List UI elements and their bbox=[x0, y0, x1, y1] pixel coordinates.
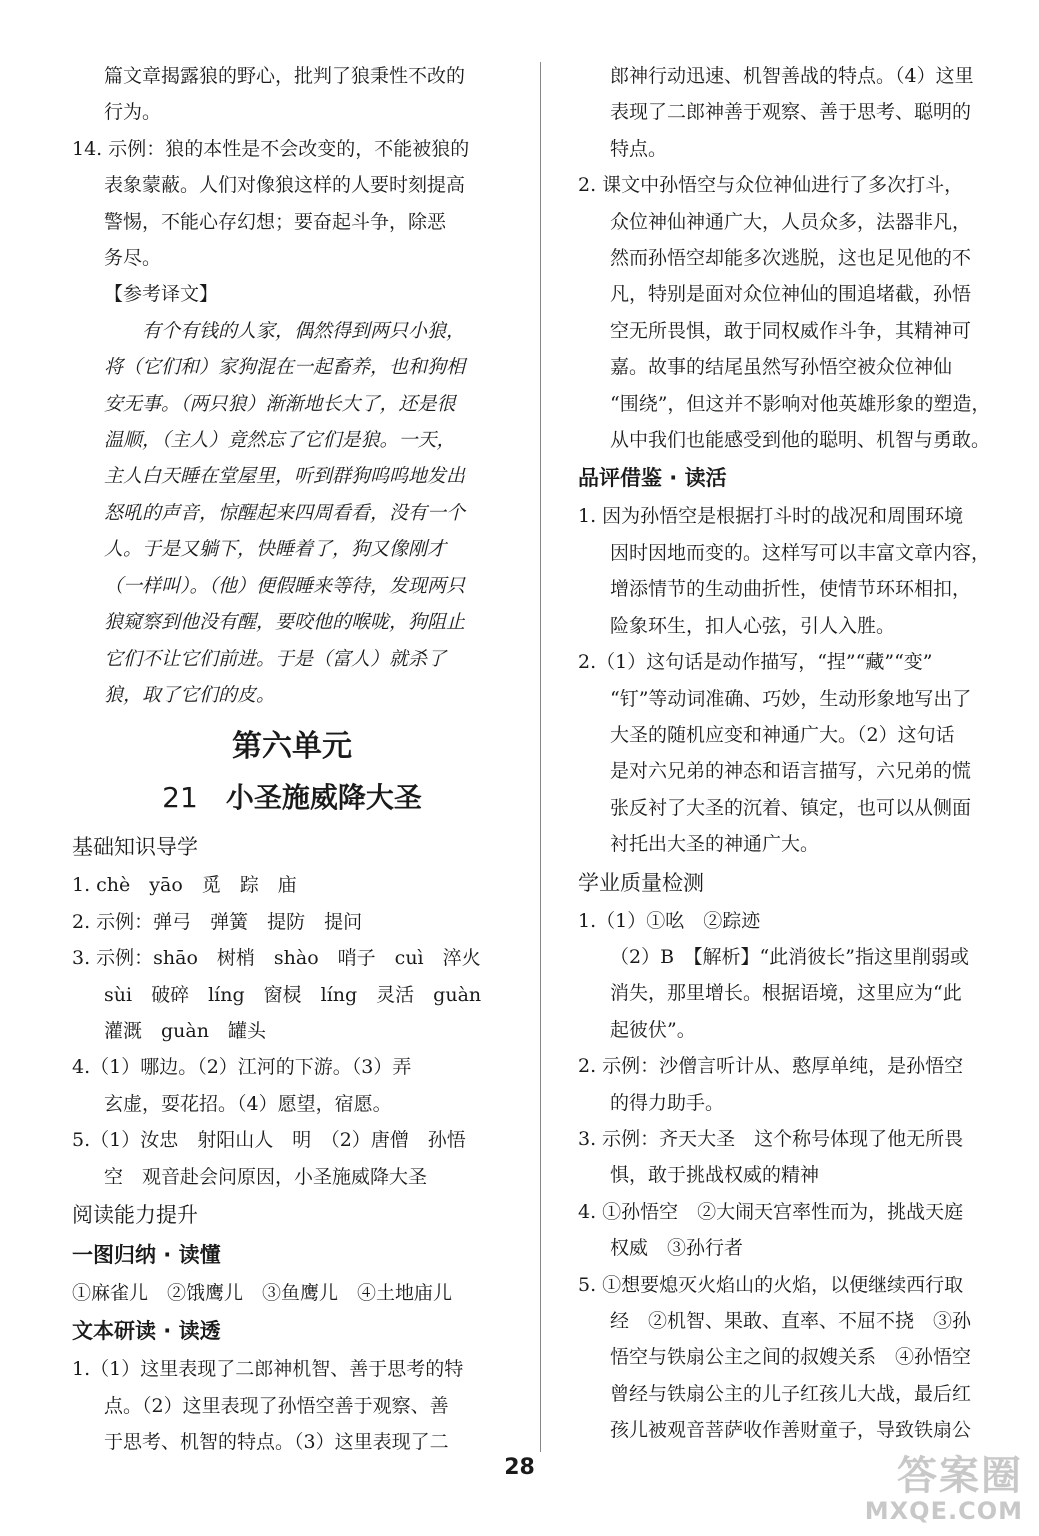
text-line: 郎神行动迅速、机智善战的特点。（4）这里 bbox=[610, 65, 974, 87]
answer-line: 险象环生，扣人心弦，引人入胜。 bbox=[610, 614, 896, 637]
page-number: 28 bbox=[504, 1455, 535, 1480]
answer-line: 4. ①孙悟空 ②大闹天宫率性而为，挑战天庭 bbox=[578, 1200, 964, 1223]
text-line: 表现了二郎神善于观察、善于思考、聪明的 bbox=[610, 101, 972, 124]
answer-line: 于思考、机智的特点。（3）这里表现了二 bbox=[104, 1431, 449, 1454]
answer-line: 2. 课文中孙悟空与众位神仙进行了多次打斗， bbox=[578, 174, 964, 197]
quality-heading: 学业质量检测 bbox=[578, 870, 704, 895]
answer-line: 空无所畏惧，敢于同权威作斗争，其精神可 bbox=[610, 319, 972, 342]
text-line: 行为。 bbox=[104, 101, 162, 124]
answer-line: 权威 ③孙行者 bbox=[610, 1237, 744, 1260]
answer-line: 从中我们也能感受到他的聪明、机智与勇敢。 bbox=[610, 429, 991, 452]
answer-line: 增添情节的生动曲折性，使情节环环相扣， bbox=[610, 578, 972, 601]
watermark-url: MXQE.COM bbox=[864, 1497, 1023, 1525]
lesson-title bbox=[72, 773, 512, 823]
answer-line: 1.（1）这里表现了二郎神机智、善于思考的特 bbox=[72, 1358, 464, 1381]
basic-heading: 基础知识导学 bbox=[72, 835, 198, 860]
answer-line: 2. 示例：弹弓 弹簧 提防 提问 bbox=[72, 910, 363, 933]
answer-line: 灌溉 guàn 罐头 bbox=[104, 1019, 266, 1042]
text-line: 有个有钱的人家，偶然得到两只小狼， bbox=[104, 319, 466, 342]
left-column bbox=[72, 58, 512, 1461]
text-study-heading: 文本研读 · 读透 bbox=[72, 1319, 221, 1344]
text-line: 主人白天睡在堂屋里，听到群狗呜呜地发出 bbox=[104, 465, 466, 488]
text-line: 怒吼的声音，惊醒起来四周看看，没有一个 bbox=[104, 501, 466, 524]
answer-line: 大圣的随机应变和神通广大。（2）这句话 bbox=[610, 723, 955, 746]
answer-line: 惧，敢于挑战权威的精神 bbox=[610, 1164, 820, 1187]
answer-line: 2.（1）这句话是动作描写，“捏”“藏”“变” bbox=[578, 651, 933, 674]
lesson-number: 21 bbox=[162, 781, 198, 815]
answer-line: 然而孙悟空却能多次逃脱，这也足见他的不 bbox=[610, 247, 972, 270]
answer-line: 3. 示例：齐天大圣 这个称号体现了他无所畏 bbox=[578, 1127, 964, 1150]
map-heading: 一图归纳 · 读懂 bbox=[72, 1242, 221, 1267]
answer-line: 1.（1）①吆 ②踪迹 bbox=[578, 909, 761, 932]
translation-handwritten bbox=[72, 313, 512, 713]
answer-line: 起彼伏”。 bbox=[610, 1018, 696, 1041]
lesson-name: 小圣施威降大圣 bbox=[225, 781, 422, 815]
answer-line: 众位神仙神通广大，人员众多，法器非凡， bbox=[610, 210, 972, 233]
text-line: 务尽。 bbox=[104, 247, 162, 270]
answer-line: 是对六兄弟的神态和语言描写，六兄弟的慌 bbox=[610, 760, 972, 783]
translation-label: 【参考译文】 bbox=[104, 283, 219, 306]
answer-line: 衬托出大圣的神通广大。 bbox=[610, 833, 820, 856]
column-divider bbox=[540, 62, 541, 1452]
answer-line: 空 观音赴会问原因，小圣施威降大圣 bbox=[104, 1165, 428, 1188]
watermark-main: 答案圈 bbox=[897, 1453, 1023, 1499]
answer-line: 1. 因为孙悟空是根据打斗时的战况和周围环境 bbox=[578, 505, 964, 528]
answer-line: 嘉。故事的结尾虽然写孙悟空被众位神仙 bbox=[610, 356, 953, 379]
answer-line: 1. chè yāo 觅 踪 庙 bbox=[72, 874, 297, 897]
answer-line: 凡，特别是面对众位神仙的围追堵截，孙悟 bbox=[610, 283, 972, 306]
text-line: （一样叫）。（他）便假睡来等待，发现两只 bbox=[104, 574, 466, 597]
text-line: 警惕，不能心存幻想；要奋起斗争，除恶 bbox=[104, 210, 447, 233]
answer-line: 因时因地而变的。这样写可以丰富文章内容， bbox=[610, 541, 991, 564]
answer-line: 的得力助手。 bbox=[610, 1091, 725, 1114]
answer-line: 玄虚，耍花招。（4）愿望，宿愿。 bbox=[104, 1092, 392, 1115]
text-line: 将（它们和）家狗混在一起畜养，也和狗相 bbox=[104, 356, 466, 379]
answer-line: 2. 示例：沙僧言听计从、憨厚单纯，是孙悟空 bbox=[578, 1055, 964, 1078]
text-line: 篇文章揭露狼的野心，批判了狼秉性不改的 bbox=[104, 65, 466, 87]
item-14: 14. 示例：狼的本性是不会改变的，不能被狼的 bbox=[72, 137, 470, 160]
answer-line: ①麻雀儿 ②饿鹰儿 ③鱼鹰儿 ④土地庙儿 bbox=[72, 1281, 453, 1304]
answer-line: “围绕”，但这并不影响对他英雄形象的塑造， bbox=[610, 392, 991, 415]
appreciate-heading: 品评借鉴 · 读活 bbox=[578, 466, 727, 491]
answer-line: 悟空与铁扇公主之间的叔嫂关系 ④孙悟空 bbox=[610, 1346, 972, 1369]
unit-title: 第六单元 bbox=[232, 729, 352, 765]
answer-line: 4.（1）哪边。（2）江河的下游。（3）弄 bbox=[72, 1056, 412, 1079]
answer-line: “钉”等动词准确、巧妙，生动形象地写出了 bbox=[610, 687, 972, 710]
watermark-logo bbox=[865, 1454, 1023, 1524]
text-line: 狼，取了它们的皮。 bbox=[104, 683, 276, 706]
text-line: 温顺，（主人）竟然忘了它们是狼。一天， bbox=[104, 429, 456, 452]
text-line: 特点。 bbox=[610, 137, 668, 160]
reading-heading: 阅读能力提升 bbox=[72, 1202, 198, 1227]
answer-line: 孩儿被观音菩萨收作善财童子，导致铁扇公 bbox=[610, 1419, 972, 1442]
text-line: 狼窥察到他没有醒，要咬他的喉咙，狗阻止 bbox=[104, 611, 466, 634]
answer-line: 点。（2）这里表现了孙悟空善于观察、善 bbox=[104, 1394, 449, 1417]
answer-line: 5.（1）汝忠 射阳山人 明 （2）唐僧 孙悟 bbox=[72, 1129, 466, 1152]
answer-line: （2）B 【解析】“此消彼长”指这里削弱或 bbox=[610, 945, 969, 968]
answer-line: 经 ②机智、果敢、直率、不屈不挠 ③孙 bbox=[610, 1310, 972, 1332]
text-line: 人。于是又躺下，快睡着了，狗又像刚才 bbox=[104, 538, 447, 561]
answer-line: 张反衬了大圣的沉着、镇定，也可以从侧面 bbox=[610, 796, 972, 819]
right-column bbox=[578, 58, 1010, 1449]
answer-line: 曾经与铁扇公主的儿子红孩儿大战，最后红 bbox=[610, 1382, 972, 1405]
text-line: 它们不让它们前进。于是（富人）就杀了 bbox=[104, 647, 447, 670]
answer-line: 3. 示例：shāo 树梢 shào 哨子 cuì 淬火 bbox=[72, 947, 481, 970]
answer-line: 5. ①想要熄灭火焰山的火焰，以便继续西行取 bbox=[578, 1273, 964, 1296]
answer-line: sùi 破碎 líng 窗棂 líng 灵活 guàn bbox=[104, 983, 482, 1006]
text-line: 安无事。（两只狼）渐渐地长大了，还是很 bbox=[104, 392, 456, 415]
answer-line: 消失，那里增长。根据语境，这里应为“此 bbox=[610, 982, 962, 1005]
text-line: 表象蒙蔽。人们对像狼这样的人要时刻提高 bbox=[104, 174, 466, 197]
